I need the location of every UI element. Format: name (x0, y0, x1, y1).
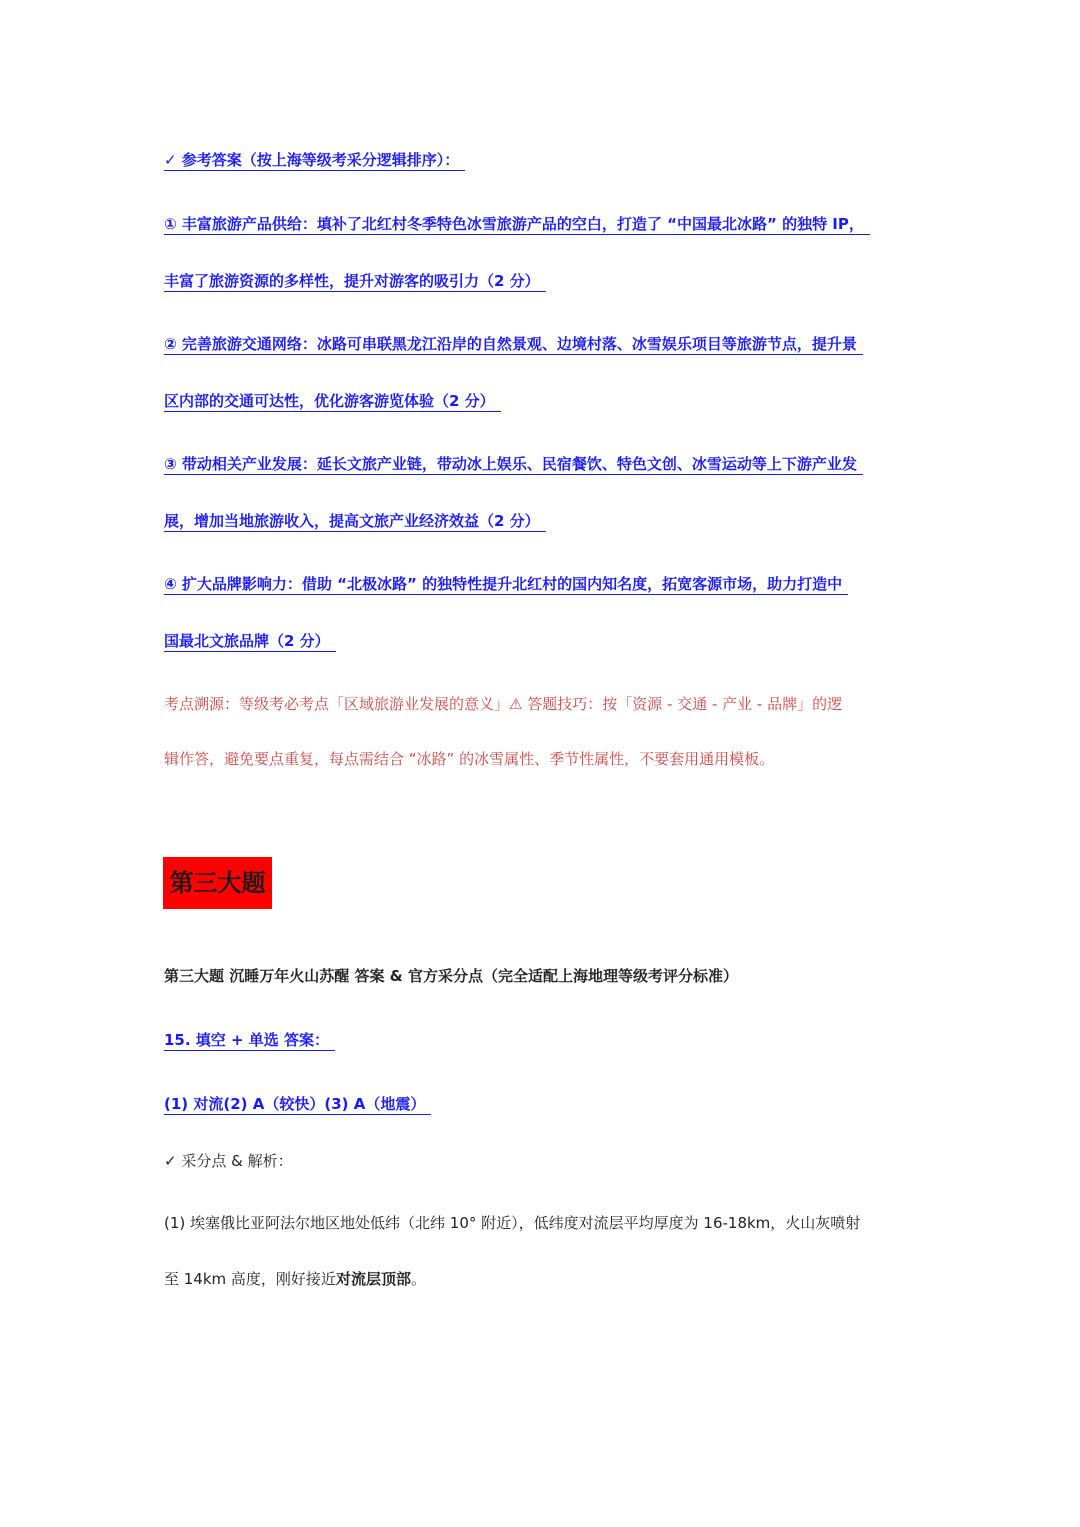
analysis-line-2-prefix: 至 14km 高度，刚好接近 (164, 1270, 336, 1288)
answer-point-2-line-2: 区内部的交通可达性，优化游客游览体验（2 分） (164, 390, 501, 412)
answer-point-1-line-2: 丰富了旅游资源的多样性，提升对游客的吸引力（2 分） (164, 270, 546, 292)
answer-point-3-line-1: ③ 带动相关产业发展：延长文旅产业链，带动冰上娱乐、民宿餐饮、特色文创、冰雪运动等上下游产业发 (164, 453, 863, 475)
answer-point-4-line-1: ④ 扩大品牌影响力：借助 “北极冰路” 的独特性提升北红村的国内知名度，拓宽客源市场，助力打造中 (164, 573, 848, 595)
section-3-heading: 第三大题 (163, 857, 272, 909)
question-15-answer: (1) 对流(2) A（较快）(3) A（地震） (164, 1093, 431, 1115)
answer-point-3-line-2: 展，增加当地旅游收入，提高文旅产业经济效益（2 分） (164, 510, 546, 532)
exam-tip-line-1: 考点溯源：等级考必考点「区域旅游业发展的意义」⚠ 答题技巧：按「资源 - 交通 - 产业 - 品牌」的逻 (164, 695, 843, 713)
section-3-subtitle: 第三大题 沉睡万年火山苏醒 答案 & 官方采分点（完全适配上海地理等级考评分标准） (164, 967, 738, 985)
analysis-line-1: (1) 埃塞俄比亚阿法尔地区地处低纬（北纬 10° 附近），低纬度对流层平均厚度为 16-18km，火山灰喷射 (164, 1214, 861, 1232)
scoring-points-label: ✓ 采分点 & 解析： (164, 1152, 293, 1170)
exam-tip-line-2: 辑作答，避免要点重复，每点需结合 “冰路” 的冰雪属性、季节性属性，不要套用通用模板。 (164, 750, 775, 768)
answer-point-2-line-1: ② 完善旅游交通网络：冰路可串联黑龙江沿岸的自然景观、边境村落、冰雪娱乐项目等旅游节点，提升景 (164, 333, 863, 355)
question-15-title: 15. 填空 + 单选 答案： (164, 1029, 335, 1051)
analysis-line-2-suffix: 。 (410, 1270, 426, 1288)
analysis-line-2 (164, 1268, 426, 1290)
analysis-line-2-bold: 对流层顶部 (335, 1270, 411, 1288)
answer-point-1-line-1: ① 丰富旅游产品供给：填补了北红村冬季特色冰雪旅游产品的空白，打造了 “中国最北冰路” 的独特 IP， (164, 213, 870, 235)
answer-point-4-line-2: 国最北文旅品牌（2 分） (164, 630, 336, 652)
reference-answer-heading: ✓ 参考答案（按上海等级考采分逻辑排序）： (164, 149, 465, 171)
